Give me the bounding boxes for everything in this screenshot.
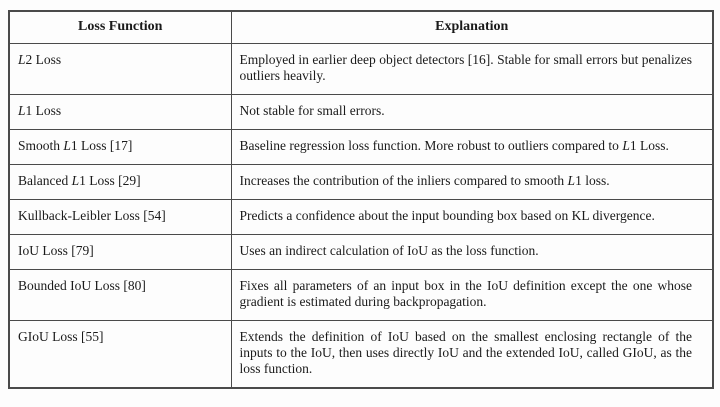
loss-function-cell: L1 Loss bbox=[9, 95, 231, 130]
table-row bbox=[9, 235, 713, 270]
header-row bbox=[9, 11, 713, 44]
table-row bbox=[9, 200, 713, 235]
table-body bbox=[9, 44, 713, 389]
explanation-cell: Not stable for small errors. bbox=[231, 95, 713, 130]
loss-function-table-container bbox=[8, 10, 712, 389]
explanation-cell: Extends the definition of IoU based on the smallest enclosing rectangle of the inputs to the IoU, then uses directly IoU and the extended IoU, called GIoU, as the loss function. bbox=[231, 321, 713, 389]
explanation-cell: Uses an indirect calculation of IoU as the loss function. bbox=[231, 235, 713, 270]
table-row bbox=[9, 321, 713, 389]
table-row bbox=[9, 95, 713, 130]
loss-function-cell: IoU Loss [79] bbox=[9, 235, 231, 270]
table-row bbox=[9, 270, 713, 321]
explanation-cell: Employed in earlier deep object detectors [16]. Stable for small errors but penalizes outliers heavily. bbox=[231, 44, 713, 95]
header-explanation: Explanation bbox=[231, 11, 713, 44]
loss-function-cell: Kullback-Leibler Loss [54] bbox=[9, 200, 231, 235]
loss-function-cell: Bounded IoU Loss [80] bbox=[9, 270, 231, 321]
table-row bbox=[9, 44, 713, 95]
table-row bbox=[9, 130, 713, 165]
table-row bbox=[9, 165, 713, 200]
explanation-cell: Fixes all parameters of an input box in the IoU definition except the one whose gradient is estimated during backpropagation. bbox=[231, 270, 713, 321]
loss-function-cell: GIoU Loss [55] bbox=[9, 321, 231, 389]
loss-function-cell: Smooth L1 Loss [17] bbox=[9, 130, 231, 165]
explanation-cell: Predicts a confidence about the input bounding box based on KL divergence. bbox=[231, 200, 713, 235]
explanation-cell: Baseline regression loss function. More robust to outliers compared to L1 Loss. bbox=[231, 130, 713, 165]
loss-function-cell: Balanced L1 Loss [29] bbox=[9, 165, 231, 200]
loss-function-cell: L2 Loss bbox=[9, 44, 231, 95]
header-loss-function: Loss Function bbox=[9, 11, 231, 44]
loss-function-table bbox=[8, 10, 714, 389]
explanation-cell: Increases the contribution of the inliers compared to smooth L1 loss. bbox=[231, 165, 713, 200]
table-header bbox=[9, 11, 713, 44]
